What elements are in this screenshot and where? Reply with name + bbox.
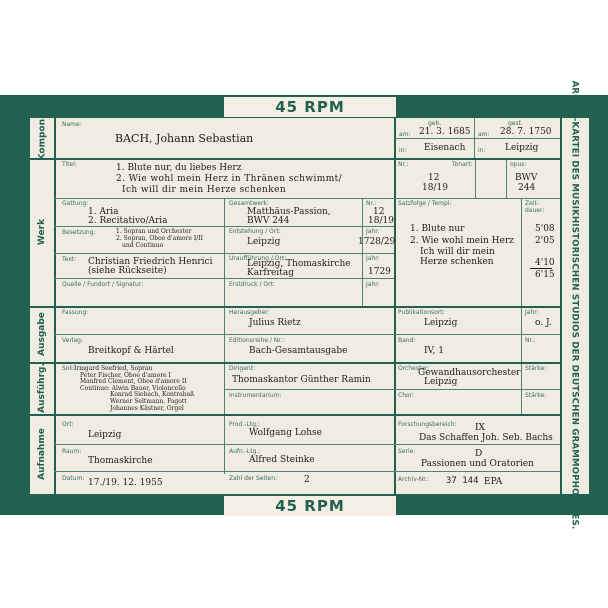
- grid-line: [362, 198, 363, 306]
- aufn-label: Aufn.-Ltg.:: [229, 448, 261, 455]
- editionsreihe-value: Bach-Gesamtausgabe: [249, 346, 348, 356]
- gattung-label: Gattung:: [62, 200, 89, 207]
- section-label-aufnahme: Aufnahme: [37, 428, 48, 480]
- besetzung-value: und Continuo: [122, 242, 164, 249]
- in-label: in:: [399, 147, 407, 154]
- title-line: 2. Wie wohl mein Herz in Thränen schwimmt/: [116, 174, 343, 184]
- gattung-value: 2. Recitativo/Aria: [88, 216, 168, 226]
- work-nr: 18/19: [422, 183, 448, 193]
- soli-value: Johannes Kästner, Orgel: [110, 404, 184, 412]
- forschung-value: IX: [475, 423, 485, 433]
- grid-line: [521, 306, 522, 414]
- serie-label: Serie:: [398, 448, 416, 455]
- gesamtwerk-value: Matthäus-Passion,: [247, 207, 331, 217]
- jahr-label: Jahr:: [366, 281, 380, 288]
- raum-value: Thomaskirche: [88, 456, 153, 466]
- urauf-value: Karfreitag: [247, 268, 294, 278]
- verlag-label: Verlag:: [62, 337, 83, 344]
- urauf-jahr: 1729: [368, 267, 391, 277]
- gesamtwerk-nr: 12: [373, 207, 385, 217]
- urauf-value: Leipzig, Thomaskirche: [247, 259, 351, 269]
- urauf-label: Uraufführung / Ort:: [229, 255, 287, 262]
- text-value: Christian Friedrich Henrici: [88, 257, 213, 267]
- gesamtwerk-value: BWV 244: [247, 216, 290, 226]
- zeit-value: 5'08: [535, 224, 555, 234]
- publikationsort-label: Publikationsort:: [398, 309, 445, 316]
- composer-name: BACH, Johann Sebastian: [115, 132, 254, 145]
- zeitdauer-label: Zeit- dauer:: [525, 200, 545, 214]
- instrumentarium-label: Instrumentarium:: [229, 392, 282, 399]
- title-line: 1. Blute nur, du liebes Herz: [116, 163, 242, 173]
- soli-value: Manfred Clement, Oboe d'amore II: [80, 378, 187, 386]
- soli-value: Irmgard Seefried, Sopran: [74, 365, 153, 372]
- section-label-werk: Werk: [37, 218, 48, 246]
- datum-value: 17./19. 12. 1955: [88, 478, 163, 488]
- opus-value: BWV: [515, 173, 538, 183]
- aufn-value: Alfred Steinke: [249, 455, 315, 465]
- grid-line: [54, 226, 394, 227]
- rpm-label-top: 45 RPM: [224, 97, 396, 117]
- edition-jahr: o. J.: [535, 318, 552, 328]
- herausgeber-value: Julius Rietz: [249, 318, 301, 328]
- zeit-value: 2'05: [535, 236, 555, 246]
- section-divider: [30, 306, 560, 308]
- right-band: [589, 95, 608, 515]
- satz-item: Herze schenken: [420, 257, 494, 267]
- herausgeber-label: Herausgeber:: [229, 309, 270, 316]
- section-divider: [30, 414, 560, 416]
- fassung-label: Fassung:: [62, 309, 89, 316]
- ort-label: Ort:: [62, 421, 74, 428]
- jahr-label: Jahr:: [366, 255, 380, 262]
- staerke-label: Stärke:: [525, 365, 547, 372]
- entstehung-jahr: 1728/29: [358, 237, 396, 247]
- nr-label: Nr.:: [366, 200, 377, 207]
- jahr-label: Jahr:: [525, 309, 539, 316]
- chor-label: Chor:: [398, 392, 415, 399]
- title-line: Ich will dir mein Herze schenken: [122, 185, 287, 195]
- quelle-label: Quelle / Fundort / Signatur:: [62, 281, 144, 288]
- orchester-label: Orchester:: [398, 365, 430, 372]
- serie-value: D: [475, 449, 483, 459]
- raum-label: Raum:: [62, 448, 82, 455]
- section-label-ausgabe: Ausgabe: [37, 312, 48, 356]
- grid-line: [475, 158, 476, 198]
- satz-item: 1. Blute nur: [410, 224, 465, 234]
- grid-line: [54, 334, 560, 335]
- band-value: IV, 1: [424, 346, 444, 356]
- prod-value: Wolfgang Lohse: [249, 428, 322, 438]
- in-label: in:: [478, 147, 486, 154]
- forschung-label: Forschungsbereich:: [398, 421, 457, 428]
- died-date: 28. 7. 1750: [500, 127, 552, 137]
- orchester-value: Gewandhausorchester: [418, 368, 521, 378]
- text-label: Text:: [62, 256, 77, 263]
- editionsreihe-label: Editionsreihe / Nr.:: [229, 337, 285, 344]
- staerke-label: Stärke:: [525, 392, 547, 399]
- section-label-komponist: Kompon.: [37, 115, 47, 161]
- publikationsort-value: Leipzig: [424, 318, 458, 328]
- satzfolge-label: Satzfolge / Tempi:: [398, 200, 452, 207]
- gesamtwerk-nr: 18/19: [368, 216, 394, 226]
- dirigent-label: Dirigent:: [229, 365, 256, 372]
- gesamtwerk-label: Gesamtwerk:: [229, 200, 269, 207]
- sum-rule: [530, 268, 552, 269]
- section-label-ausfuehrung: Ausführg.: [37, 363, 48, 413]
- grid-line: [224, 306, 225, 474]
- besetzung-label: Besetzung:: [62, 229, 96, 236]
- prod-label: Prod.-Ltg.:: [229, 421, 260, 428]
- grid-line: [54, 253, 394, 254]
- satz-item: Ich will dir mein: [420, 247, 495, 257]
- opus-value: 244: [518, 183, 536, 193]
- nr-label: Nr.:: [398, 161, 409, 168]
- seiten-label: Zahl der Seiten:: [229, 475, 278, 482]
- opus-label: opus:: [510, 161, 527, 168]
- rpm-label-bottom: 45 RPM: [224, 496, 396, 516]
- grid-line: [394, 138, 560, 139]
- section-divider: [30, 362, 560, 364]
- dirigent-value: Thomaskantor Günther Ramin: [232, 375, 371, 385]
- entstehung-label: Entstehung / Ort:: [229, 228, 281, 235]
- serie-value: Passionen und Oratorien: [421, 459, 534, 469]
- verlag-value: Breitkopf & Härtel: [88, 346, 174, 356]
- died-place: Leipzig: [505, 143, 539, 153]
- zeit-total: 6'15: [535, 270, 555, 280]
- besetzung-value: 2. Sopran, Oboe d'amore I/II: [116, 235, 203, 242]
- orchester-value: Leipzig: [424, 377, 458, 387]
- satz-item: 2. Wie wohl mein Herz: [410, 236, 514, 246]
- nr-label: Nr.:: [525, 337, 536, 344]
- text-value: (siehe Rückseite): [88, 266, 167, 276]
- grid-line: [521, 198, 522, 306]
- band-label: Band:: [398, 337, 416, 344]
- besetzung-value: 1. Sopran und Orchester: [116, 228, 192, 235]
- archiv-nr: 37 144: [446, 476, 479, 486]
- soli-value: Konrad Siebach, Kontrabaß: [110, 391, 195, 399]
- gattung-value: 1. Aria: [88, 207, 119, 217]
- am-label: am:: [478, 131, 490, 138]
- jahr-label: Jahr:: [366, 228, 380, 235]
- am-label: am:: [399, 131, 411, 138]
- born-label: geb.: [428, 120, 442, 127]
- forschung-value: Das Schaffen Joh. Seb. Bachs: [419, 433, 553, 443]
- archiv-label: Archiv-Nr.:: [398, 476, 430, 483]
- grid-line: [54, 198, 560, 199]
- grid-line: [54, 444, 560, 445]
- ort-value: Leipzig: [88, 430, 122, 440]
- work-nr: 12: [428, 173, 440, 183]
- archiv-suffix: EPA: [484, 477, 503, 487]
- section-divider: [30, 158, 560, 160]
- entstehung-value: Leipzig: [247, 237, 281, 247]
- grid-line: [54, 278, 394, 279]
- grid-line: [54, 471, 560, 472]
- left-band: [0, 95, 30, 515]
- grid-line: [506, 158, 507, 198]
- grid-line: [224, 389, 560, 390]
- name-label: Name:: [62, 121, 82, 128]
- seiten-value: 2: [304, 475, 310, 485]
- title-label: Titel:: [62, 161, 77, 168]
- soli-value: Continuo: Alwin Bauer, Violoncello: [80, 384, 186, 392]
- erstdruck-label: Erstdruck / Ort:: [229, 281, 275, 288]
- born-date: 21. 3. 1685: [419, 127, 471, 137]
- archive-title: ARCHIV-KARTEI DES MUSIKHISTORISCHEN STUDIOS DER DEUTSCHEN GRAMMOPHON GES.: [569, 80, 580, 530]
- soli-value: Werner Seltmann, Fagott: [110, 398, 187, 405]
- tonart-label: Tonart:: [452, 161, 473, 168]
- soli-label: Soli:: [62, 365, 75, 372]
- zeit-value: 4'10: [535, 258, 555, 268]
- born-place: Eisenach: [424, 143, 466, 153]
- soli-value: Peter Fischer, Oboe d'amore I: [80, 371, 171, 379]
- died-label: gest.: [508, 120, 523, 127]
- datum-label: Datum:: [62, 475, 85, 482]
- grid-line: [224, 198, 225, 306]
